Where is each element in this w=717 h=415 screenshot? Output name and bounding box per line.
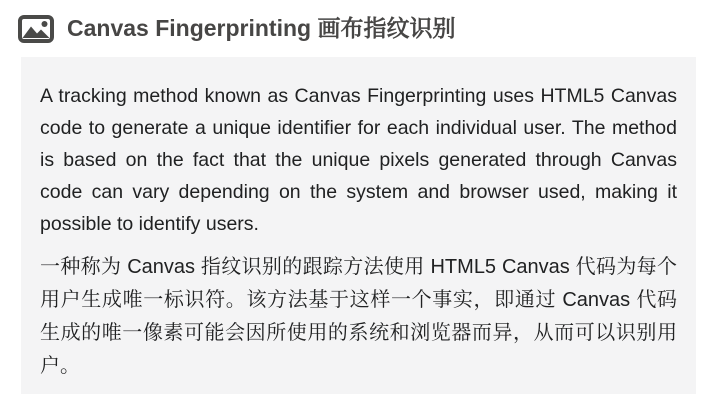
paragraph-english: A tracking method known as Canvas Fingerprinting uses HTML5 Canvas code to generate a unique identifier for each individual user. The method is based on the fact that the unique pixels generated through Canvas code can vary depending on the system and browser used, making it possible to identify users. [40,85,677,235]
page-title-en: Canvas Fingerprinting [67,15,312,41]
image-icon [18,15,54,43]
page-title-zh: 画布指纹识别 [317,15,456,41]
paragraph-chinese: 一种称为 Canvas 指纹识别的跟踪方法使用 HTML5 Canvas 代码为每个用户生成唯一标识符。该方法基于这样一个事实，即通过 Canvas 代码生成的唯一像素可能会因所使用的系统和浏览器而异，从而可以识别用户。 [40,256,677,377]
page-title [67,13,455,44]
section-header [18,13,717,44]
content-box [21,57,696,394]
